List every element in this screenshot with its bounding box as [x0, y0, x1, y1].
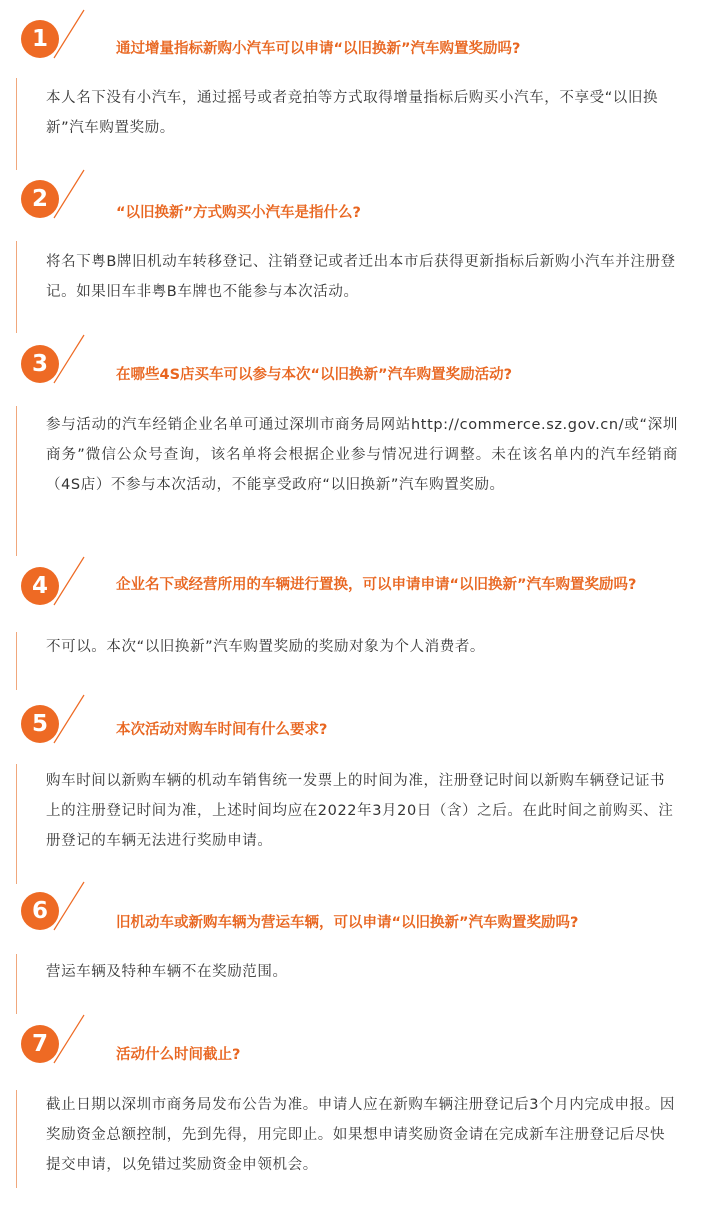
slash-decoration-icon	[52, 555, 86, 607]
answer-block	[16, 1090, 696, 1188]
slash-decoration-icon	[52, 693, 86, 745]
question-title: 活动什么时间截止?	[116, 1047, 241, 1063]
answer-text: 不可以。本次“以旧换新”汽车购置奖励的奖励对象为个人消费者。	[46, 639, 486, 655]
number-badge: 1	[21, 20, 59, 58]
answer-block	[16, 632, 696, 690]
answer-block	[16, 78, 696, 170]
question-header	[0, 1005, 712, 1065]
question-header	[0, 0, 712, 60]
slash-decoration-icon	[52, 880, 86, 932]
number-badge: 6	[21, 892, 59, 930]
question-title: 旧机动车或新购车辆为营运车辆，可以申请“以旧换新”汽车购置奖励吗?	[116, 915, 579, 931]
question-header	[0, 160, 712, 220]
answer-block	[16, 406, 696, 556]
answer-text: 购车时间以新购车辆的机动车销售统一发票上的时间为准，注册登记时间以新购车辆登记证书上的注册登记时间为准，上述时间均应在2022年3月20日（含）之后。在此时间之前购买、注册登记的车辆无法进行奖励申请。	[46, 773, 674, 849]
number-badge: 3	[21, 345, 59, 383]
slash-decoration-icon	[52, 333, 86, 385]
answer-block	[16, 241, 696, 333]
slash-decoration-icon	[52, 168, 86, 220]
answer-text: 将名下粤B牌旧机动车转移登记、注销登记或者迁出本市后获得更新指标后新购小汽车并注册登记。如果旧车非粤B车牌也不能参与本次活动。	[46, 254, 676, 300]
question-title: 通过增量指标新购小汽车可以申请“以旧换新”汽车购置奖励吗?	[116, 41, 521, 57]
question-title: “以旧换新”方式购买小汽车是指什么?	[116, 205, 361, 221]
question-title: 企业名下或经营所用的车辆进行置换，可以申请申请“以旧换新”汽车购置奖励吗?	[116, 577, 637, 593]
question-title: 在哪些4S店买车可以参与本次“以旧换新”汽车购置奖励活动?	[116, 367, 513, 383]
answer-text: 本人名下没有小汽车，通过摇号或者竞拍等方式取得增量指标后购买小汽车，不享受“以旧换新”汽车购置奖励。	[46, 90, 659, 136]
question-header	[0, 325, 712, 385]
question-header	[0, 547, 712, 607]
slash-decoration-icon	[52, 1013, 86, 1065]
question-title: 本次活动对购车时间有什么要求?	[116, 722, 328, 738]
number-badge: 5	[21, 705, 59, 743]
question-header	[0, 685, 712, 745]
slash-decoration-icon	[52, 8, 86, 60]
answer-text: 参与活动的汽车经销企业名单可通过深圳市商务局网站http://commerce.sz.gov.cn/或“深圳商务”微信公众号查询，该名单将会根据企业参与情况进行调整。未在该名单内的汽车经销商（4S店）不参与本次活动，不能享受政府“以旧换新”汽车购置奖励。	[46, 417, 678, 493]
number-badge: 2	[21, 180, 59, 218]
answer-block	[16, 764, 696, 884]
question-header	[0, 872, 712, 932]
answer-text: 截止日期以深圳市商务局发布公告为准。申请人应在新购车辆注册登记后3个月内完成申报。因奖励资金总额控制，先到先得，用完即止。如果想申请奖励资金请在完成新车注册登记后尽快提交申请，以免错过奖励资金申领机会。	[46, 1097, 675, 1173]
answer-text: 营运车辆及特种车辆不在奖励范围。	[46, 964, 288, 980]
number-badge: 4	[21, 567, 59, 605]
number-badge: 7	[21, 1025, 59, 1063]
